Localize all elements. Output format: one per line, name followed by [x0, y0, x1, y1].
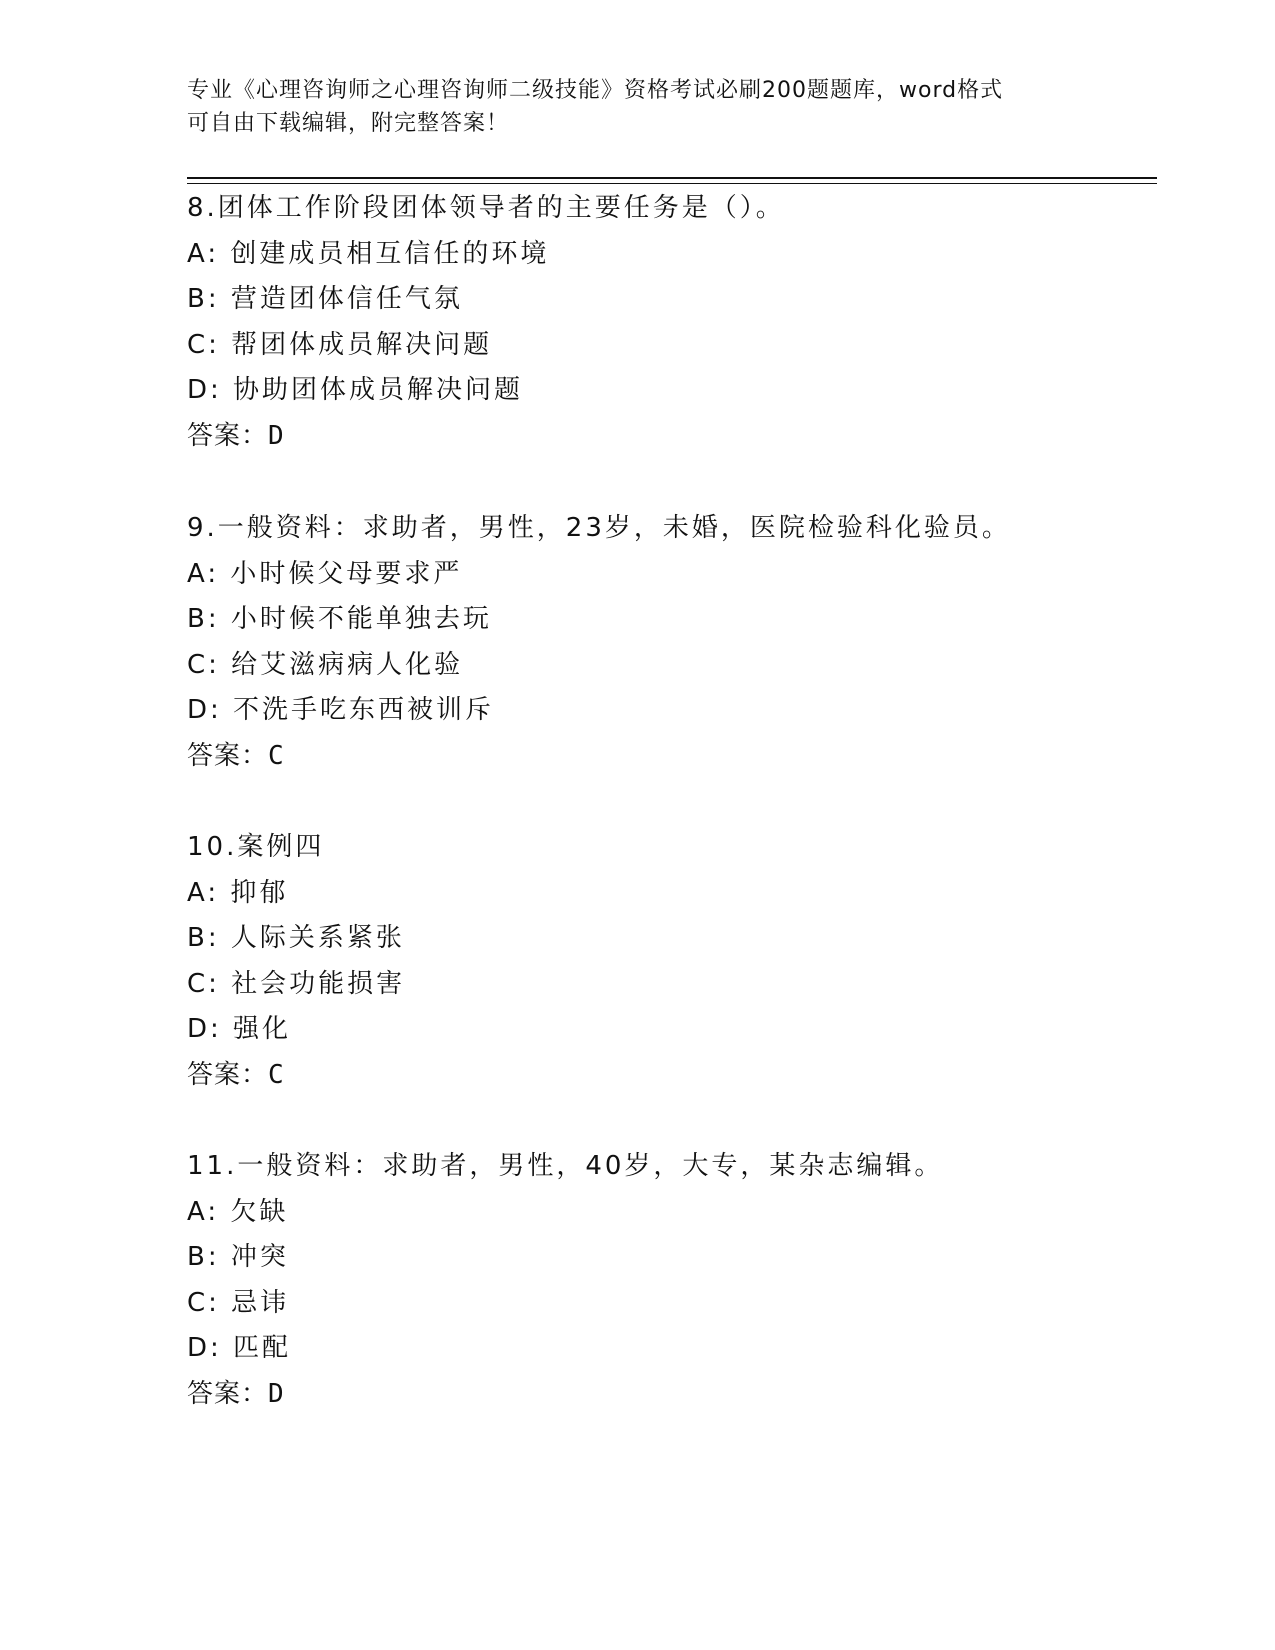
option-a: A: 创建成员相互信任的环境: [187, 238, 550, 269]
question-stem: 10.案例四: [187, 832, 325, 862]
option-c: C: 给艾滋病病人化验: [187, 649, 464, 680]
option-c: C: 帮团体成员解决问题: [187, 329, 493, 360]
answer-line: [187, 1372, 1147, 1418]
question-stem: 8.团体工作阶段团体领导者的主要任务是（）。: [187, 193, 785, 223]
option-b: B: 人际关系紧张: [187, 923, 405, 954]
answer-value: C: [268, 1059, 284, 1090]
answer-label: 答案：: [187, 420, 269, 451]
option-d: D: 不洗手吃东西被训斥: [187, 695, 495, 726]
document-header: [187, 74, 1087, 140]
question-stem: 9.一般资料：求助者，男性，23岁，未婚，医院检验科化验员。: [187, 513, 1011, 543]
option-b: B: 小时候不能单独去玩: [187, 604, 492, 635]
question-stem: 11.一般资料：求助者，男性，40岁，大专，某杂志编辑。: [187, 1151, 944, 1181]
question-block: [187, 186, 1147, 460]
option-b: B: 冲突: [187, 1242, 289, 1273]
option-b: B: 营造团体信任气氛: [187, 284, 463, 315]
answer-label: 答案：: [187, 1059, 269, 1090]
header-divider-thick: [187, 177, 1157, 179]
answer-value: D: [268, 1378, 284, 1409]
option-c: C: 社会功能损害: [187, 968, 406, 999]
header-line-1: 专业《心理咨询师之心理咨询师二级技能》资格考试必刷200题题库，word格式: [187, 78, 1004, 103]
option-d: D: 协助团体成员解决问题: [187, 375, 524, 406]
header-divider-thin: [187, 183, 1157, 184]
option-a: A: 欠缺: [187, 1196, 289, 1227]
answer-label: 答案：: [187, 1378, 269, 1409]
option-a: A: 抑郁: [187, 877, 289, 908]
answer-line: [187, 414, 1147, 460]
question-block: [187, 1144, 1147, 1418]
option-a: A: 小时候父母要求严: [187, 558, 463, 589]
answer-label: 答案：: [187, 740, 269, 771]
answer-line: [187, 734, 1147, 780]
answer-value: D: [268, 420, 284, 451]
option-d: D: 匹配: [187, 1333, 292, 1364]
question-block: [187, 506, 1147, 780]
header-line-2: 可自由下载编辑，附完整答案！: [187, 111, 510, 136]
answer-value: C: [268, 740, 284, 771]
answer-line: [187, 1053, 1147, 1099]
option-d: D: 强化: [187, 1014, 292, 1045]
option-c: C: 忌讳: [187, 1287, 290, 1318]
question-block: [187, 825, 1147, 1099]
